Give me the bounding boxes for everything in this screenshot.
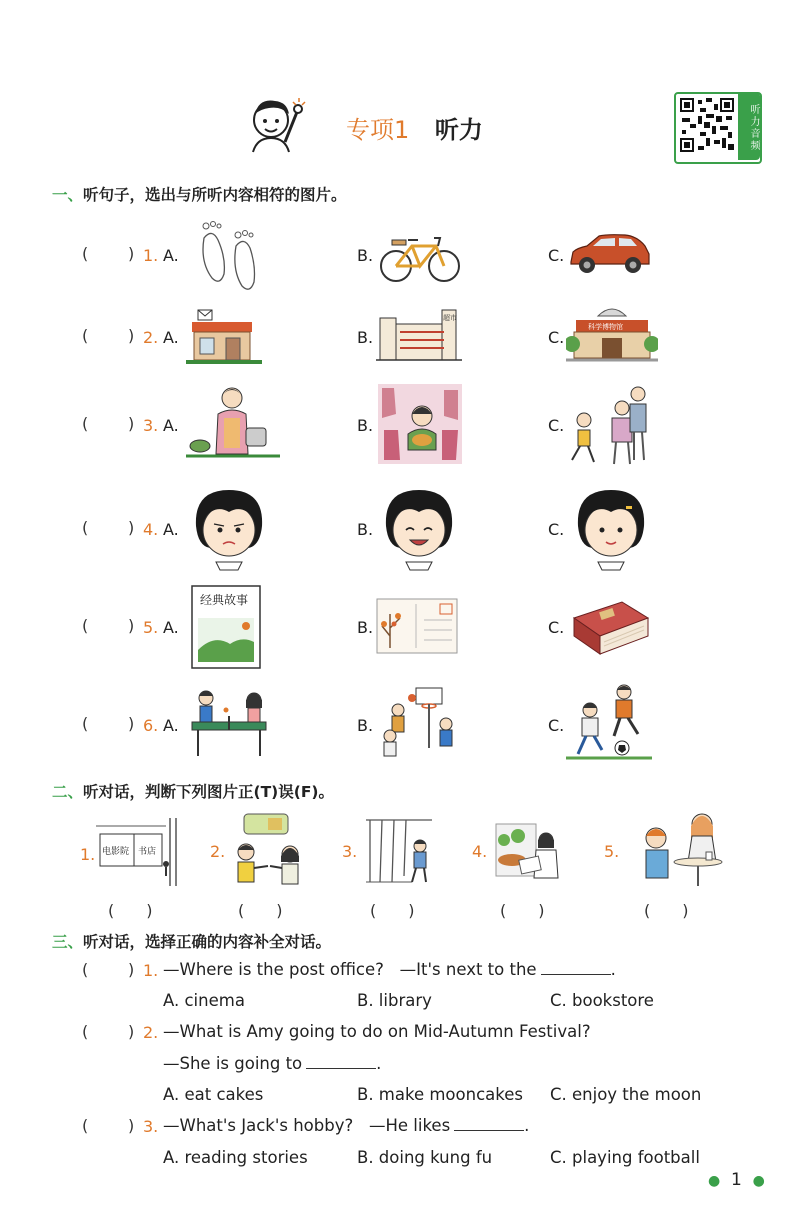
museum-sign-text: 科学博物馆 (588, 323, 623, 331)
p3-q3-dialogue (163, 1116, 529, 1135)
section-tag: 专项1 (346, 116, 410, 144)
p3-q3-blank[interactable] (454, 1118, 524, 1131)
girl-drawing-picture[interactable] (490, 820, 566, 884)
part2-item-2-answer[interactable]: ( ) (238, 901, 283, 920)
question-number: 1. (143, 246, 159, 265)
answer-paren-left[interactable]: ( (82, 714, 89, 733)
p3-q2-option-a[interactable]: A. eat cakes (163, 1085, 264, 1104)
p3-q2-end: . (376, 1054, 382, 1073)
p3-q2-line-a: —What is Amy going to do on Mid-Autumn Festival? (163, 1022, 591, 1041)
p3-q3-line-a: —What's Jack's hobby? (163, 1116, 354, 1135)
part3-heading (52, 930, 331, 952)
part2-item-3-answer[interactable]: ( ) (370, 901, 415, 920)
answer-paren-left[interactable]: ( (82, 244, 89, 263)
cinema-label: 电影院 (102, 847, 130, 857)
answer-paren-right: ) (128, 414, 135, 433)
supermarket-sign-text: 超市 (443, 314, 457, 322)
p3-q1-paren-left[interactable]: ( (82, 960, 89, 979)
option-b-label[interactable]: B. (357, 246, 374, 265)
neutral-girl-face-picture[interactable] (572, 486, 650, 572)
p3-q3-number: 3. (143, 1117, 159, 1136)
p3-q2-paren-left[interactable]: ( (82, 1022, 89, 1041)
p3-q1-option-b[interactable]: B. library (357, 991, 432, 1010)
ping-pong-picture[interactable] (186, 686, 272, 762)
qr-tab-label: 听力音频 (738, 92, 760, 160)
question-number: 6. (143, 716, 159, 735)
part2-item-5-answer[interactable]: ( ) (644, 901, 689, 920)
p3-q1-line-b: —It's next to the (399, 960, 537, 979)
p3-q3-line-b: —He likes (368, 1116, 451, 1135)
p3-q2-option-b[interactable]: B. make mooncakes (357, 1085, 523, 1104)
part2-heading-text: 听对话，判断下列图片正(T)误(F)。 (83, 783, 335, 801)
happy-girl-face-picture[interactable] (380, 486, 458, 572)
p3-q2-paren-right: ) (128, 1022, 135, 1041)
car-picture[interactable] (567, 232, 653, 278)
p3-q1-number: 1. (143, 961, 159, 980)
option-c-label[interactable]: C. (548, 618, 565, 637)
part2-heading-num: 二、 (52, 783, 84, 801)
part2-heading (52, 780, 334, 802)
basketball-picture[interactable] (376, 684, 466, 760)
part2-item-4-number: 4. (472, 842, 488, 861)
bicycle-picture[interactable] (378, 230, 462, 284)
kids-at-table-picture[interactable] (636, 808, 728, 888)
football-picture[interactable] (566, 684, 652, 760)
option-b-label[interactable]: B. (357, 328, 374, 347)
option-a-label[interactable]: A. (163, 618, 179, 637)
p3-q1-line-a: —Where is the post office? (163, 960, 384, 979)
part2-item-5-number: 5. (604, 842, 620, 861)
part1-heading-text: 听句子，选出与所听内容相符的图片。 (83, 186, 347, 204)
part2-item-4-answer[interactable]: ( ) (500, 901, 545, 920)
girl-in-theater-picture[interactable] (378, 384, 462, 464)
dot-icon: ● (752, 1173, 765, 1189)
part3-heading-num: 三、 (52, 933, 84, 951)
part2-item-2-number: 2. (210, 842, 226, 861)
p3-q3-option-b[interactable]: B. doing kung fu (357, 1148, 493, 1167)
question-number: 5. (143, 618, 159, 637)
postcard-picture[interactable] (376, 598, 458, 654)
page-number (708, 1170, 765, 1190)
answer-paren-left[interactable]: ( (82, 326, 89, 345)
woman-cooking-picture[interactable] (186, 384, 280, 464)
question-number: 4. (143, 520, 159, 539)
supermarket-building-picture[interactable] (376, 304, 462, 364)
part1-question-6 (0, 682, 800, 762)
p3-q3-option-a[interactable]: A. reading stories (163, 1148, 308, 1167)
answer-paren-right: ) (128, 714, 135, 733)
part1-heading (52, 183, 347, 205)
p3-q1-paren-right: ) (128, 960, 135, 979)
storybook-picture[interactable] (190, 584, 262, 670)
answer-paren-left[interactable]: ( (82, 414, 89, 433)
answer-paren-right: ) (128, 616, 135, 635)
option-a-label[interactable]: A. (163, 328, 179, 347)
part1-question-3 (0, 384, 800, 464)
part1-question-5 (0, 584, 800, 664)
option-a-label[interactable]: A. (163, 246, 179, 265)
answer-paren-right: ) (128, 518, 135, 537)
p3-q2-line2-text: —She is going to (163, 1054, 303, 1073)
footprints-picture[interactable] (196, 218, 262, 298)
answer-paren-right: ) (128, 326, 135, 345)
option-a-label[interactable]: A. (163, 716, 179, 735)
part1-heading-num: 一、 (52, 186, 84, 204)
p3-q2-number: 2. (143, 1023, 159, 1042)
part1-question-4 (0, 484, 800, 564)
option-b-label[interactable]: B. (357, 618, 374, 637)
part2-item-1-answer[interactable]: ( ) (108, 901, 153, 920)
part2-item-3-number: 3. (342, 842, 358, 861)
answer-paren-left[interactable]: ( (82, 518, 89, 537)
dictionary-picture[interactable] (570, 598, 650, 658)
option-c-label[interactable]: C. (548, 716, 565, 735)
option-b-label[interactable]: B. (357, 416, 374, 435)
page-title (346, 110, 483, 145)
library-shelves-picture[interactable] (362, 816, 434, 886)
option-c-label[interactable]: C. (548, 520, 565, 539)
answer-paren-right: ) (128, 244, 135, 263)
p3-q3-option-c[interactable]: C. playing football (550, 1148, 700, 1167)
p3-q3-paren-left[interactable]: ( (82, 1116, 89, 1135)
option-c-label[interactable]: C. (548, 416, 565, 435)
p3-q2-option-c[interactable]: C. enjoy the moon (550, 1085, 702, 1104)
page-number-value: 1 (731, 1170, 742, 1190)
p3-q1-option-a[interactable]: A. cinema (163, 991, 245, 1010)
question-number: 3. (143, 416, 159, 435)
option-b-label[interactable]: B. (357, 520, 374, 539)
option-b-label[interactable]: B. (357, 716, 374, 735)
bookstore-label: 书店 (138, 847, 157, 857)
p3-q2-line2 (163, 1054, 381, 1073)
option-c-label[interactable]: C. (548, 246, 565, 265)
p3-q3-end: . (524, 1116, 530, 1135)
two-kids-greeting-picture[interactable] (228, 808, 312, 892)
sad-girl-face-picture[interactable] (190, 486, 268, 572)
section-title: 听力 (434, 116, 483, 144)
answer-paren-left[interactable]: ( (82, 616, 89, 635)
part2-item-1-number: 1. (80, 845, 96, 864)
part3-heading-text: 听对话，选择正确的内容补全对话。 (83, 933, 332, 951)
p3-q3-paren-right: ) (128, 1116, 135, 1135)
question-number: 2. (143, 328, 159, 347)
qr-code-icon[interactable] (678, 96, 736, 154)
p3-q1-dialogue (163, 960, 616, 979)
museum-picture[interactable] (566, 304, 658, 366)
boy-mascot-icon (245, 92, 315, 156)
grandparents-and-child-picture[interactable] (566, 384, 652, 468)
p3-q1-option-c[interactable]: C. bookstore (550, 991, 654, 1010)
part1-question-1 (0, 214, 800, 294)
p3-q1-end: . (610, 960, 616, 979)
p3-q1-blank[interactable] (541, 962, 611, 975)
option-a-label[interactable]: A. (163, 416, 179, 435)
dot-icon: ● (708, 1173, 721, 1189)
option-a-label[interactable]: A. (163, 520, 179, 539)
street-map-picture[interactable] (96, 818, 182, 886)
part1-question-2 (0, 304, 800, 384)
p3-q2-blank[interactable] (306, 1056, 376, 1069)
option-c-label[interactable]: C. (548, 328, 565, 347)
post-office-picture[interactable] (186, 306, 262, 368)
storybook-title-text: 经典故事 (200, 593, 249, 607)
